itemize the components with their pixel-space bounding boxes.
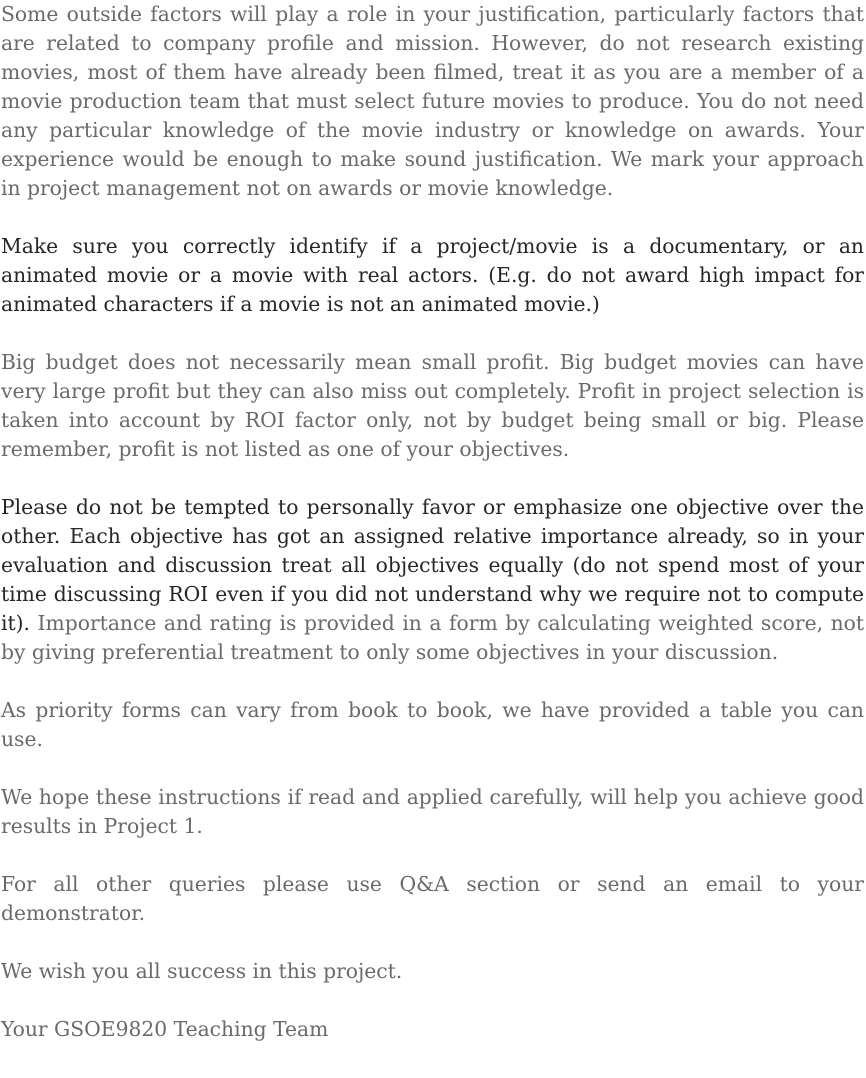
paragraph-budget: [1, 348, 864, 464]
paragraph-identify-movie-type-text: Make sure you correctly identify if a project/movie is a documentary, or an animated movie or a movie with real actors. (E.g. do not award high impact for animated characters if a movie is not an animated movie.): [1, 234, 864, 316]
paragraph-queries-text: For all other queries please use Q&A section or send an email to your demonstrator.: [1, 872, 864, 925]
paragraph-hope: [1, 783, 864, 841]
paragraph-priority-forms: [1, 696, 864, 754]
paragraph-budget-text: Big budget does not necessarily mean small profit. Big budget movies can have very large profit but they can also miss out completely. Profit in project selection is taken into account by ROI factor only, not by budget being small or big. Please remember, profit is not listed as one of your objectives.: [1, 350, 864, 461]
paragraph-wish: [1, 957, 864, 986]
paragraph-outside-factors: [1, 0, 864, 203]
paragraph-queries: [1, 870, 864, 928]
paragraph-hope-text: We hope these instructions if read and applied carefully, will help you achieve good results in Project 1.: [1, 785, 864, 838]
signature-text: Your GSOE9820 Teaching Team: [1, 1017, 329, 1041]
paragraph-identify-movie-type: [1, 232, 864, 319]
paragraph-objectives-note-text: Importance and rating is provided in a form by calculating weighted score, not by giving preferential treatment to only some objectives in your discussion.: [1, 611, 864, 664]
paragraph-priority-forms-text: As priority forms can vary from book to book, we have provided a table you can use.: [1, 698, 864, 751]
paragraph-objectives: [1, 493, 864, 667]
paragraph-objectives-emphasis-text: Please do not be tempted to personally favor or emphasize one objective over the other. Each objective has got an assigned relative importance already, so in your evaluation and discussion treat all objectives equally (do not spend most of your time discussing ROI even if you did not understand why we require not to compute it).: [1, 495, 864, 635]
paragraph-wish-text: We wish you all success in this project.: [1, 959, 403, 983]
signature: [1, 1015, 864, 1044]
paragraph-outside-factors-text: Some outside factors will play a role in your justification, particularly factors that are related to company profile and mission. However, do not research existing movies, most of them have already been filmed, treat it as you are a member of a movie production team that must select future movies to produce. You do not need any particular knowledge of the movie industry or knowledge on awards. Your experience would be enough to make sound justification. We mark your approach in project management not on awards or movie knowledge.: [1, 2, 864, 200]
